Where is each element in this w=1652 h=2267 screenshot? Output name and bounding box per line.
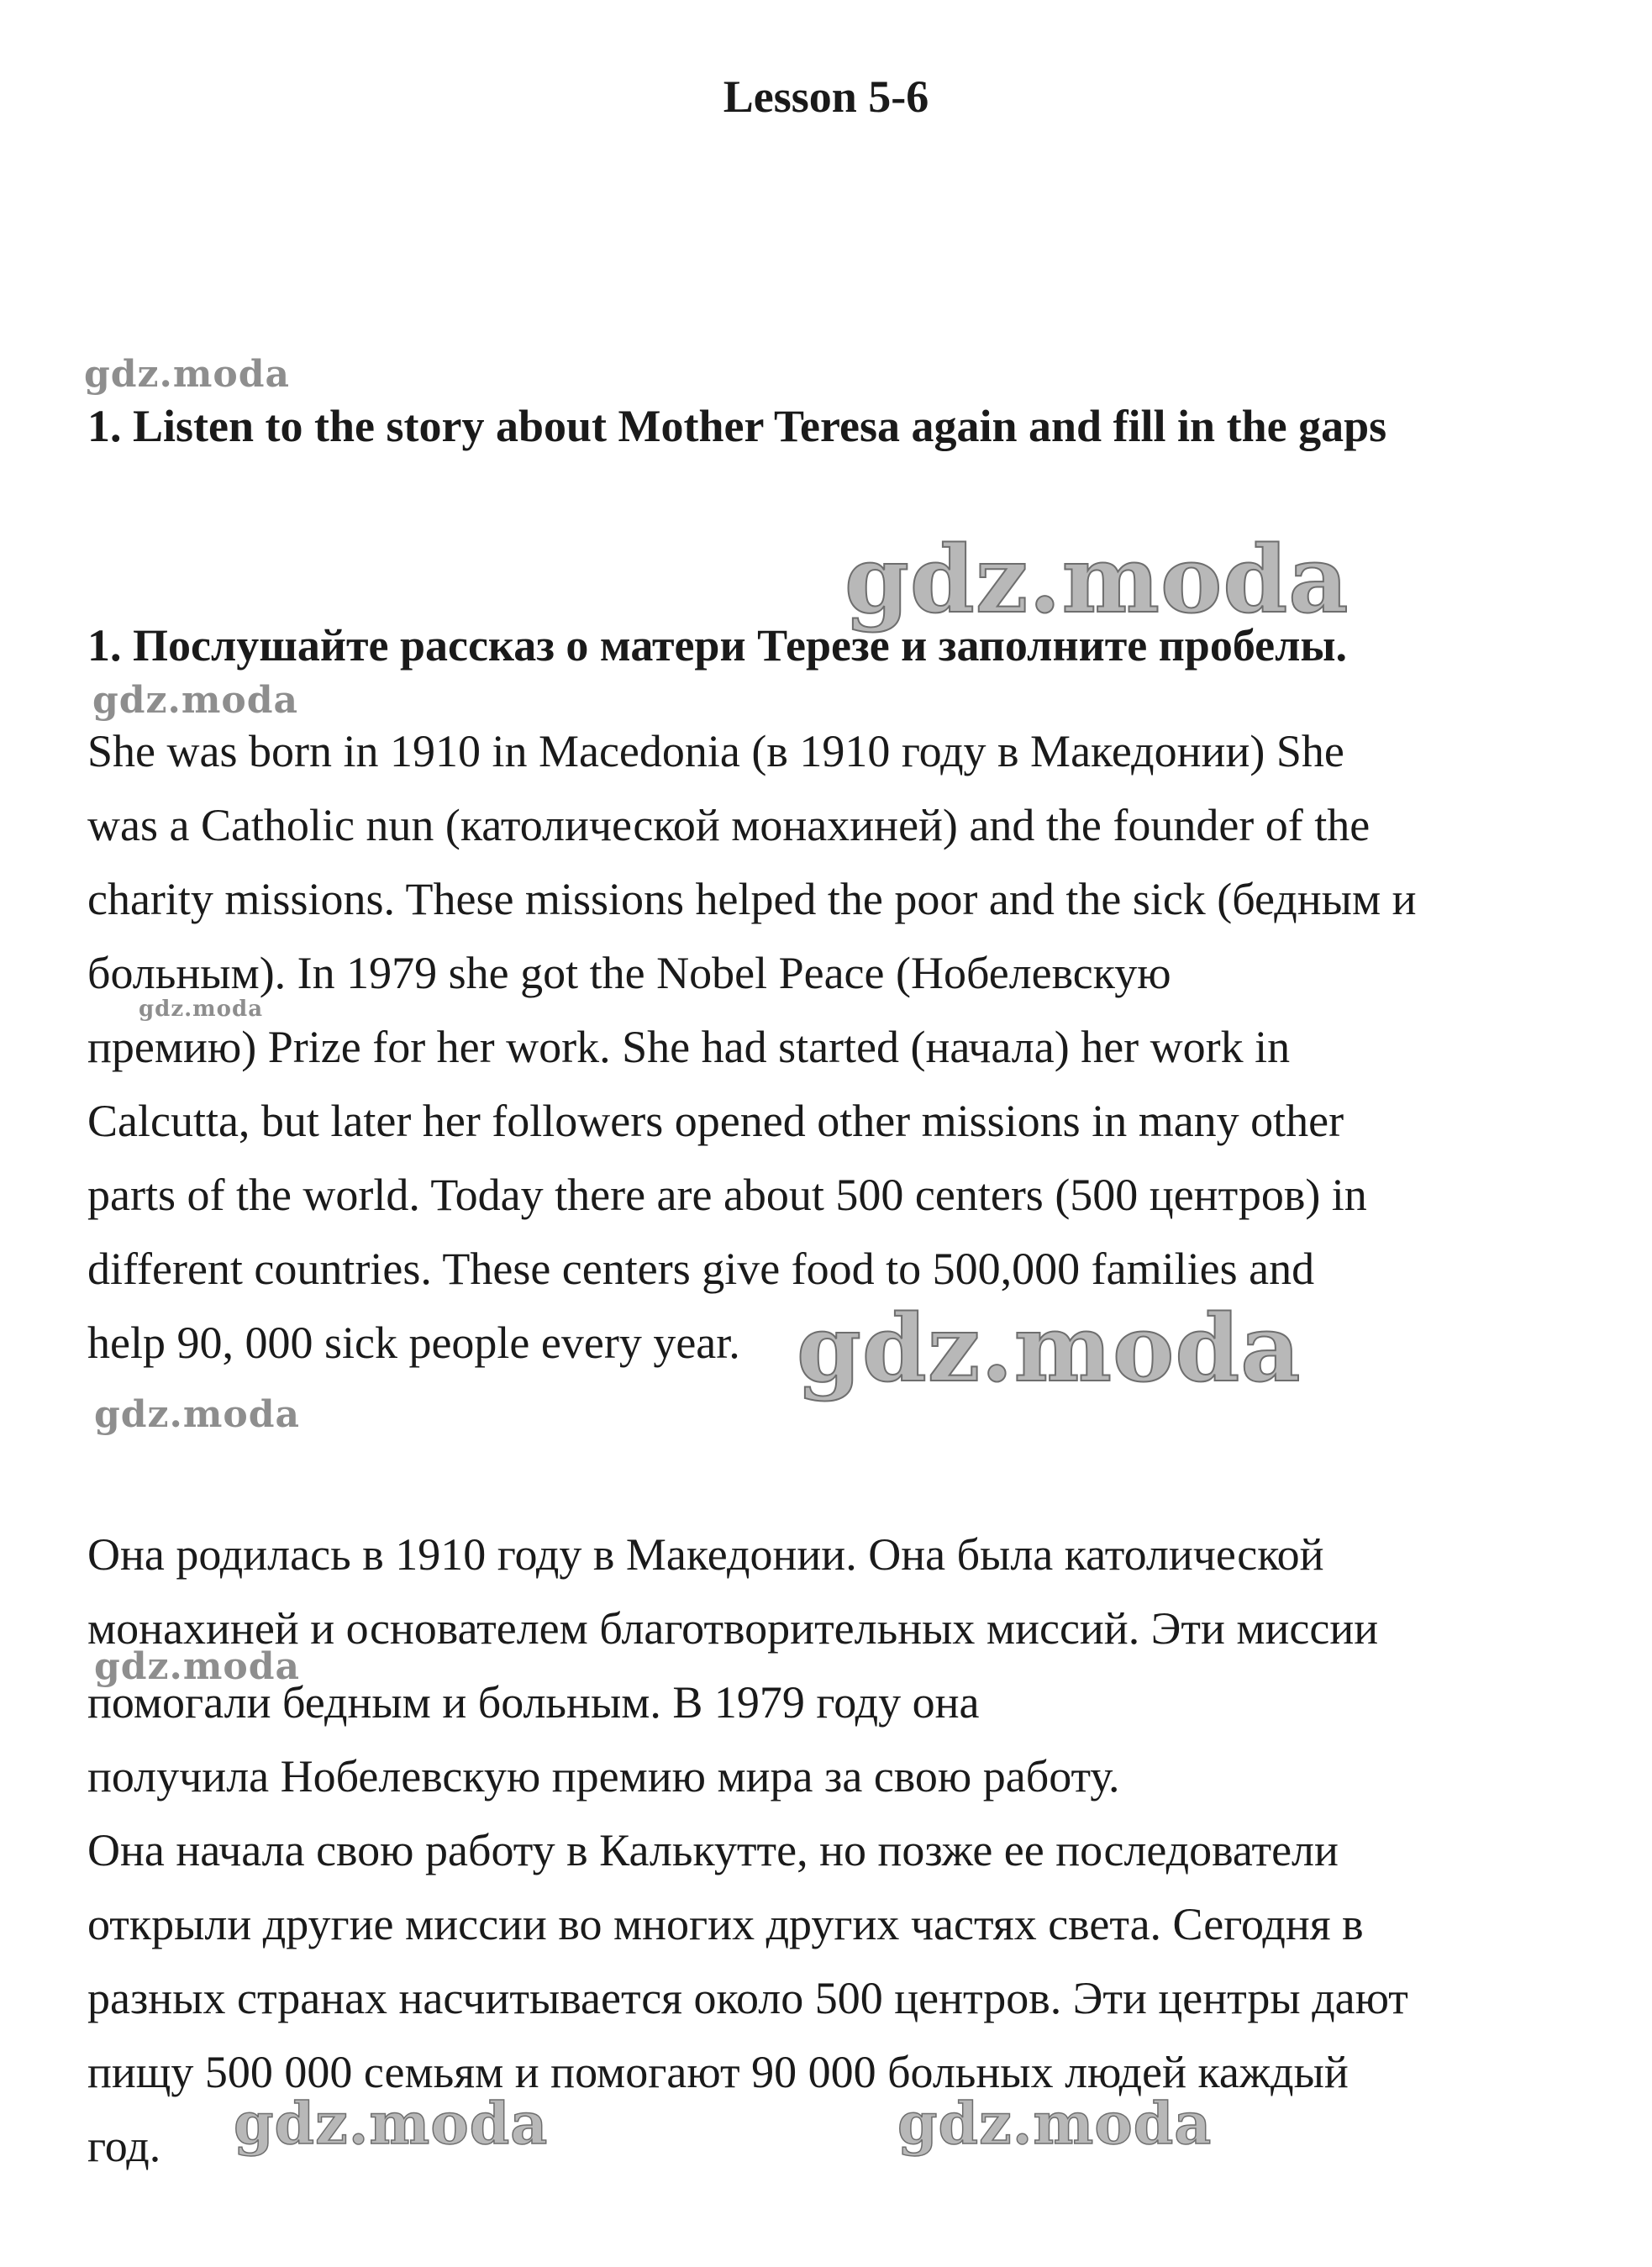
watermark-logo: gdz.moda <box>92 679 299 722</box>
watermark-logo: gdz.moda <box>94 1393 301 1436</box>
text-line: She was born in 1910 in Macedonia (в 1910 году в Македонии) She <box>87 726 1344 776</box>
watermark-logo: gdz.moda <box>897 2091 1213 2158</box>
lesson-title: Lesson 5-6 <box>723 71 929 122</box>
watermark-logo: gdz.moda <box>797 1294 1302 1402</box>
text-line: разных странах насчитывается около 500 центров. Эти центры дают <box>87 1973 1408 2023</box>
watermark-logo: gdz.moda <box>139 997 264 1022</box>
watermark-logo: gdz.moda <box>844 525 1349 634</box>
text-line: Calcutta, but later her followers opened other missions in many other <box>87 1096 1344 1146</box>
watermark-logo: gdz.moda <box>84 353 291 396</box>
text-line: получила Нобелевскую премию мира за свою работу. <box>87 1751 1120 1802</box>
text-line: charity missions. These missions helped the poor and the sick (бедным и <box>87 874 1417 924</box>
russian-text <box>87 1517 1583 2183</box>
text-line: помогали бедным и больным. В 1979 году она <box>87 1677 980 1728</box>
text-line: год. <box>87 2121 161 2171</box>
text-line: открыли другие миссии во многих других частях света. Сегодня в <box>87 1899 1364 1949</box>
watermark-logo: gdz.moda <box>94 1645 301 1688</box>
watermark-logo: gdz.moda <box>234 2091 549 2158</box>
text-line: больным). In 1979 she got the Nobel Peace (Нобелевскую <box>87 948 1171 998</box>
text-line: Она родилась в 1910 году в Македонии. Она была католической <box>87 1529 1324 1580</box>
text-line: parts of the world. Today there are about 500 centers (500 центров) in <box>87 1170 1367 1220</box>
english-text <box>87 714 1583 1380</box>
text-line: was a Catholic nun (католической монахиней) and the founder of the <box>87 800 1371 850</box>
text-line: different countries. These centers give food to 500,000 families and <box>87 1244 1315 1294</box>
text-line: Она начала свою работу в Калькутте, но позже ее последователи <box>87 1825 1339 1875</box>
task-heading-en: 1. Listen to the story about Mother Teresa again and fill in the gaps <box>87 401 1387 451</box>
text-line: премию) Prize for her work. She had started (начала) her work in <box>87 1022 1291 1072</box>
task-heading-ru: 1. Послушайте рассказ о матери Терезе и заполните пробелы. <box>87 620 1348 671</box>
text-line: монахиней и основателем благотворительных миссий. Эти миссии <box>87 1603 1379 1654</box>
text-line: пищу 500 000 семьям и помогают 90 000 больных людей каждый <box>87 2047 1349 2097</box>
text-line: help 90, 000 sick people every year. <box>87 1318 740 1368</box>
